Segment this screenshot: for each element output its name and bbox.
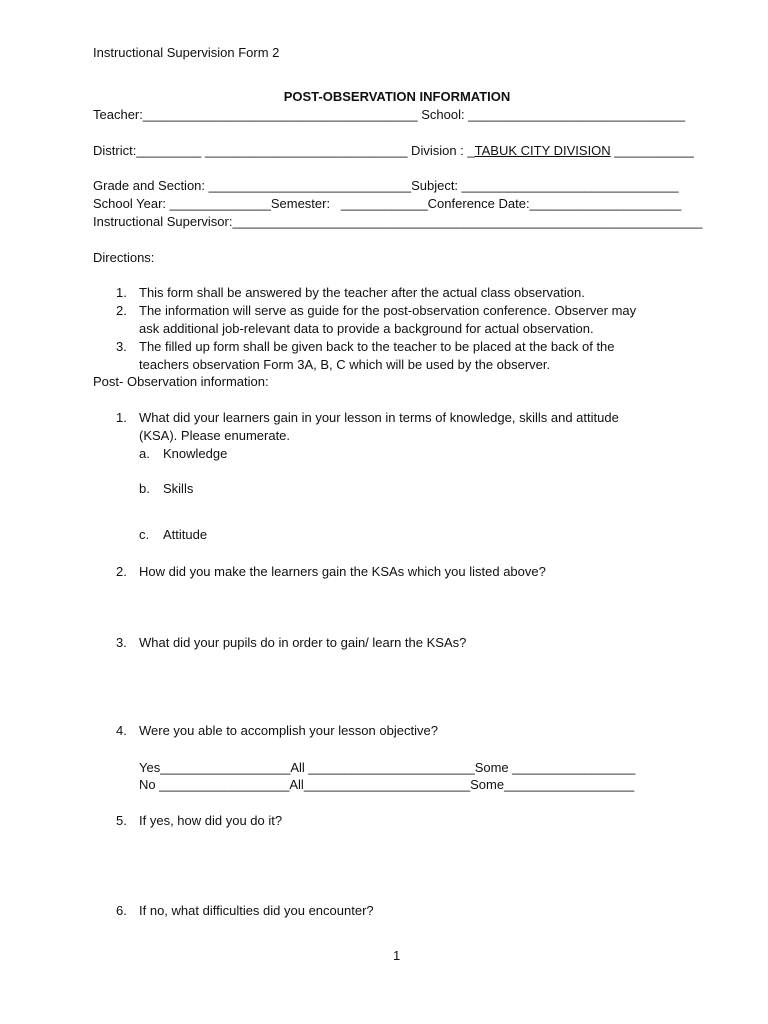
question-number: 6. [116,903,127,918]
sub-item-label: Knowledge [163,446,228,461]
question-number: 3. [116,635,127,650]
direction-number: 1. [116,285,127,300]
sub-item-label: Attitude [163,527,208,542]
question-text: Were you able to accomplish your lesson objective? [139,723,438,738]
question-text: What did your learners gain in your lesson in terms of knowledge, skills and attitude [139,410,619,425]
sub-item-letter: c. [139,527,150,542]
post-observation-heading: Post- Observation information: [93,374,269,389]
supervisor-field: Instructional Supervisor:_________________________________________________________________ [93,214,703,229]
question-number: 5. [116,813,127,828]
question-text: (KSA). Please enumerate. [139,428,291,443]
question-text: If yes, how did you do it? [139,813,283,828]
school-year-field: School Year: ______________Semester: ____________Conference Date:_____________________ [93,196,682,211]
directions-heading: Directions: [93,250,155,265]
district-division-field [93,143,694,159]
question-number: 1. [116,410,127,425]
direction-text: The filled up form shall be given back to the teacher to be placed at the back of the [139,339,615,354]
direction-text: This form shall be answered by the teacher after the actual class observation. [139,285,585,300]
direction-number: 3. [116,339,127,354]
grade-subject-field: Grade and Section: ____________________________Subject: ______________________________ [93,178,679,193]
teacher-school-field: Teacher:______________________________________ School: ______________________________ [93,107,686,122]
question-number: 2. [116,564,127,579]
sub-item-letter: b. [139,481,150,496]
question-number: 4. [116,723,127,738]
page-title: POST-OBSERVATION INFORMATION [283,89,511,104]
division-value: TABUK CITY DIVISION [474,143,611,158]
form-name: Instructional Supervision Form 2 [93,45,280,60]
sub-item-letter: a. [139,446,150,461]
division-tail: ___________ [610,143,694,158]
sub-item-label: Skills [163,481,194,496]
direction-text: ask additional job-relevant data to provide a background for actual observation. [139,321,594,336]
no-answer-line: No __________________All_______________________Some__________________ [139,777,635,792]
yes-answer-line: Yes__________________All _______________________Some _________________ [139,760,636,775]
page-number: 1 [393,948,401,963]
question-text: What did your pupils do in order to gain/ learn the KSAs? [139,635,467,650]
question-text: If no, what difficulties did you encounter? [139,903,374,918]
direction-text: teachers observation Form 3A, B, C which will be used by the observer. [139,357,551,372]
direction-text: The information will serve as guide for the post-observation conference. Observer may [139,303,637,318]
district-label: District:_________ ____________________________ Division : _ [93,143,475,158]
question-text: How did you make the learners gain the KSAs which you listed above? [139,564,546,579]
direction-number: 2. [116,303,127,318]
